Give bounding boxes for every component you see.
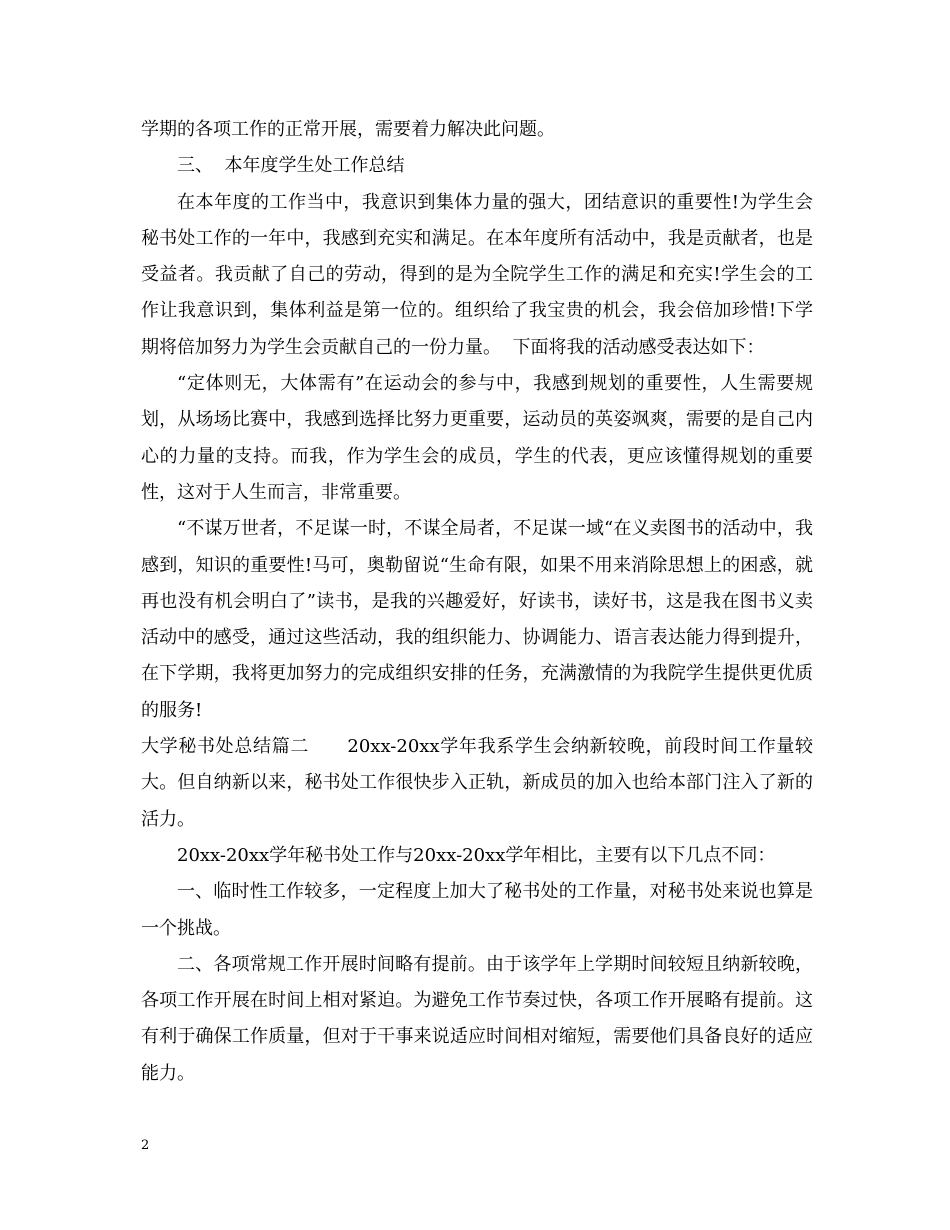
paragraph-9: 二、各项常规工作开展时间略有提前。由于该学年上学期时间较短且纳新较晚，各项工作开展在时间上相对紧迫。为避免工作节奏过快，各项工作开展略有提前。这有利于确保工作质量，但对于干事来说适应时间相对缩短，需要他们具备良好的适应能力。	[141, 953, 813, 1084]
document-body	[141, 112, 813, 1092]
paragraph-6: 大学秘书处总结篇二 20xx-20xx学年我系学生会纳新较晚，前段时间工作量较大。但自纳新以来，秘书处工作很快步入正轨，新成员的加入也给本部门注入了新的活力。	[141, 736, 813, 830]
paragraph-3: 在本年度的工作当中，我意识到集体力量的强大，团结意识的重要性!为学生会秘书处工作的一年中，我感到充实和满足。在本年度所有活动中，我是贡献者，也是受益者。我贡献了自己的劳动，得到的是为全院学生工作的满足和充实!学生会的工作让我意识到，集体利益是第一位的。组织给了我宝贵的机会，我会倍加珍惜!下学期将倍加努力为学生会贡献自己的一份力量。 下面将我的活动感受表达如下：	[141, 191, 813, 358]
section-heading: 三、 本年度学生处工作总结	[177, 155, 405, 177]
paragraph-5: “不谋万世者，不足谋一时，不谋全局者，不足谋一域“在义卖图书的活动中，我感到，知识的重要性!马可，奥勒留说“生命有限，如果不用来消除思想上的困惑，就再也没有机会明白了”读书，是我的兴趣爱好，好读书，读好书，这是我在图书义卖活动中的感受，通过这些活动，我的组织能力、协调能力、语言表达能力得到提升，在下学期，我将更加努力的完成组织安排的任务，充满激情的为我院学生提供更优质的服务!	[141, 518, 813, 721]
paragraph-1: 学期的各项工作的正常开展，需要着力解决此问题。	[141, 119, 555, 140]
page-number: 2	[141, 1138, 150, 1153]
paragraph-4: “定体则无，大体需有”在运动会的参与中，我感到规划的重要性，人生需要规划，从场场比赛中，我感到选择比努力更重要，运动员的英姿飒爽，需要的是自己内心的力量的支持。而我，作为学生会的成员，学生的代表，更应该懂得规划的重要性，这对于人生而言，非常重要。	[141, 373, 813, 503]
paragraph-8: 一、临时性工作较多，一定程度上加大了秘书处的工作量，对秘书处来说也算是一个挑战。	[141, 881, 813, 939]
paragraph-7: 20xx-20xx学年秘书处工作与20xx-20xx学年相比，主要有以下几点不同：	[177, 844, 776, 866]
